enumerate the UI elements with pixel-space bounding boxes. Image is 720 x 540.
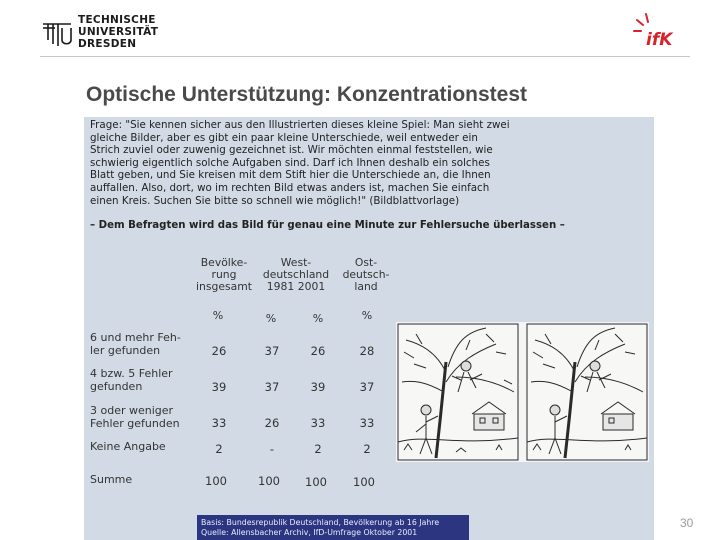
illustration-right bbox=[527, 324, 647, 460]
column-header-line: deutsch- bbox=[342, 267, 390, 281]
question-text bbox=[90, 119, 610, 207]
question-line: gleiche Bilder, aber es gibt ein paar kleine Unterschiede, weil entweder ein bbox=[90, 131, 478, 144]
table-cell: 33 bbox=[310, 416, 326, 430]
row-label-3-or-less bbox=[90, 405, 180, 430]
ifk-logo-text: ifK bbox=[646, 30, 673, 48]
slide-number: 30 bbox=[680, 516, 694, 530]
percent-sign: % bbox=[361, 309, 373, 322]
column-header-line: Ost- bbox=[354, 256, 378, 269]
row-label-line: 4 bzw. 5 Fehler bbox=[90, 367, 173, 380]
column-header-line: West- bbox=[280, 256, 312, 269]
question-line: einen Kreis. Suchen Sie bitte so schnell wie möglich!" (Bildblattvorlage) bbox=[90, 194, 460, 207]
row-label-line: 3 oder weniger bbox=[90, 404, 174, 417]
column-header-ost bbox=[336, 257, 396, 292]
ifk-logo bbox=[632, 12, 692, 48]
question-line: Frage: "Sie kennen sicher aus den Illustrierten dieses kleine Spiel: Man sieht zwei bbox=[90, 119, 510, 131]
table-cell: 33 bbox=[211, 416, 227, 430]
question-line: Strich zuviel oder zuwenig gezeichnet ist. Wir möchten einmal feststellen, wie bbox=[90, 144, 493, 157]
row-label-line: Keine Angabe bbox=[90, 440, 166, 453]
instruction-text: – Dem Befragten wird das Bild für genau eine Minute zur Fehlersuche überlassen – bbox=[90, 220, 565, 231]
table-cell: 26 bbox=[211, 344, 227, 358]
table-cell: 2 bbox=[314, 442, 322, 456]
table-cell: 26 bbox=[310, 344, 326, 358]
table-cell: 37 bbox=[264, 344, 280, 358]
table-cell: 28 bbox=[359, 344, 375, 358]
row-label-line: Fehler gefunden bbox=[90, 416, 180, 430]
column-header-line: insgesamt bbox=[196, 279, 252, 293]
illustration-left bbox=[398, 324, 518, 460]
table-cell: 2 bbox=[363, 442, 371, 456]
percent-sign: % bbox=[312, 312, 324, 325]
tu-dresden-emblem-icon bbox=[40, 16, 74, 50]
question-line: auffallen. Also, dort, wo im rechten Bild etwas anders ist, machen Sie einfach bbox=[90, 181, 490, 194]
tu-dresden-logo bbox=[40, 14, 160, 52]
row-label-line: ler gefunden bbox=[90, 343, 161, 357]
percent-sign: % bbox=[265, 312, 277, 325]
header-divider bbox=[40, 56, 690, 57]
table-cell: 26 bbox=[264, 416, 280, 430]
row-label-line: Summe bbox=[90, 473, 133, 486]
table-cell: 100 bbox=[258, 474, 280, 488]
table-cell: 2 bbox=[215, 442, 223, 456]
column-header-west bbox=[252, 257, 340, 292]
spot-the-difference-illustration bbox=[396, 322, 649, 462]
survey-figure bbox=[84, 117, 654, 540]
percent-sign: % bbox=[212, 309, 224, 322]
question-line: Blatt geben, und Sie kreisen mit dem Stift hier die Unterschiede an, die Ihnen bbox=[90, 169, 491, 182]
page-title: Optische Unterstützung: Konzentrationstest bbox=[86, 83, 528, 106]
row-label-keine-angabe bbox=[90, 441, 166, 454]
question-line: schwierig eigentlich solche Aufgaben sind. Darf ich Ihnen deshalb ein solches bbox=[90, 156, 490, 169]
source-quelle-line: Quelle: Allensbacher Archiv, IfD-Umfrage Oktober 2001 bbox=[201, 528, 418, 537]
table-cell: 37 bbox=[359, 380, 375, 394]
row-label-line: 6 und mehr Feh- bbox=[90, 331, 181, 344]
row-label-6-plus bbox=[90, 332, 181, 357]
column-header-line: land bbox=[354, 279, 378, 293]
row-label-summe bbox=[90, 474, 132, 487]
table-cell: 39 bbox=[211, 380, 227, 394]
table-cell: 37 bbox=[264, 380, 280, 394]
table-cell: - bbox=[269, 442, 275, 456]
table-cell: 100 bbox=[205, 474, 227, 488]
source-basis-line: Basis: Bundesrepublik Deutschland, Bevölkerung ab 16 Jahre bbox=[201, 518, 440, 527]
source-box bbox=[197, 515, 469, 540]
table-cell: 100 bbox=[305, 475, 327, 489]
column-header-line: Bevölke- bbox=[200, 256, 248, 269]
tu-logo-line-1: TECHNISCHE bbox=[78, 14, 156, 26]
column-header-line: rung bbox=[211, 267, 237, 281]
column-header-line: 1981 2001 bbox=[266, 279, 326, 293]
tu-logo-line-3: DRESDEN bbox=[78, 38, 137, 50]
table-cell: 100 bbox=[353, 475, 375, 489]
table-cell: 33 bbox=[359, 416, 375, 430]
row-label-line: gefunden bbox=[90, 379, 143, 393]
column-header-line: deutschland bbox=[262, 267, 330, 281]
table-cell: 39 bbox=[310, 380, 326, 394]
tu-logo-line-2: UNIVERSITÄT bbox=[78, 26, 159, 38]
row-label-4-5 bbox=[90, 368, 173, 393]
